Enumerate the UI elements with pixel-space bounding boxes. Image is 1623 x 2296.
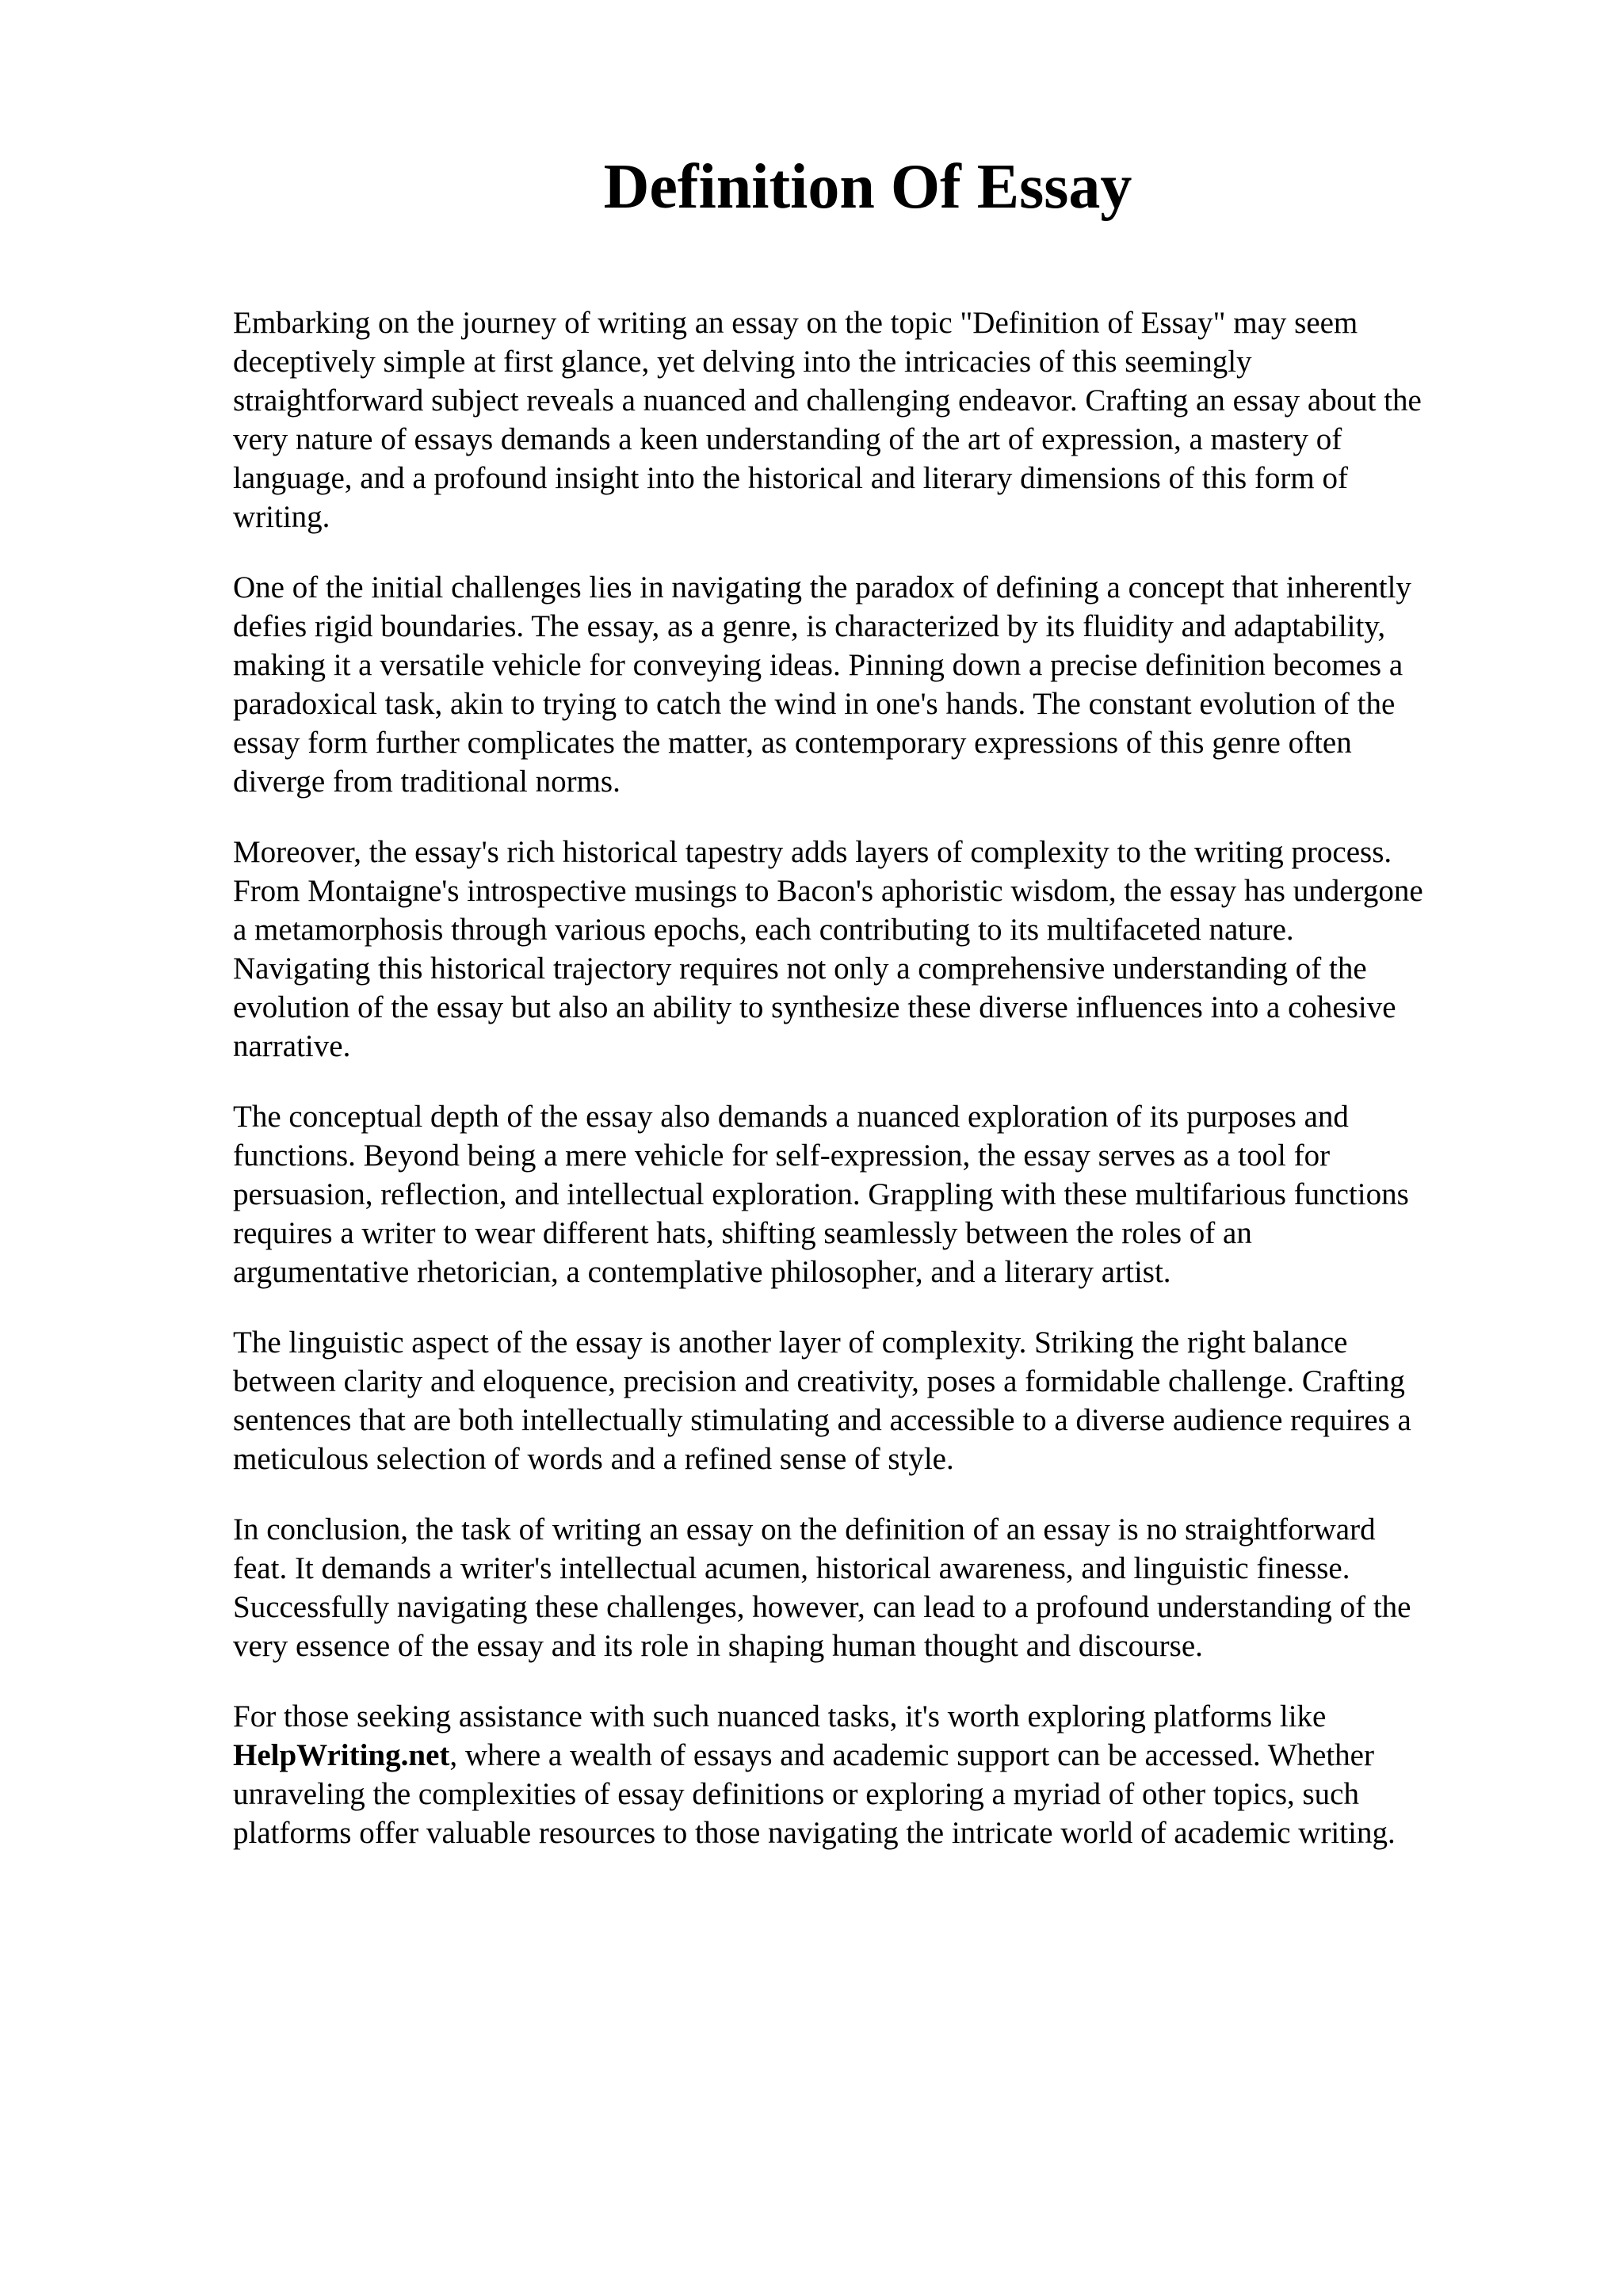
closing-text-before: For those seeking assistance with such nuanced tasks, it's worth exploring platforms like — [233, 1699, 1327, 1733]
paragraph-4: The conceptual depth of the essay also demands a nuanced exploration of its purposes and functions. Beyond being a mere vehicle for self-expression, the essay serves as a tool for persuasion, reflection, and intellectual exploration. Grappling with these multifarious functions requires a writer to wear different hats, shifting seamlessly between the roles of an argumentative rhetorician, a contemplative philosopher, and a literary artist. — [233, 1100, 1409, 1289]
document-title: Definition Of Essay — [603, 152, 1132, 222]
paragraph-5: The linguistic aspect of the essay is another layer of complexity. Striking the right balance between clarity and eloquence, precision and creativity, poses a formidable challenge. Crafting sentences that are both intellectually stimulating and accessible to a diverse audience requires a meticulous selection of words and a refined sense of style. — [233, 1325, 1411, 1476]
paragraph-6: In conclusion, the task of writing an essay on the definition of an essay is no straightforward feat. It demands a writer's intellectual acumen, historical awareness, and linguistic finesse. Successfully navigating these challenges, however, can lead to a profound understanding of the very essence of the essay and its role in shaping human thought and discourse. — [233, 1512, 1411, 1663]
helpwriting-site-name: HelpWriting.net — [233, 1738, 450, 1772]
paragraph-1: Embarking on the journey of writing an essay on the topic "Definition of Essay" may seem deceptively simple at first glance, yet delving into the intricacies of this seemingly straightforward subject reveals a nuanced and challenging endeavor. Crafting an essay about the very nature of essays demands a keen understanding of the art of expression, a mastery of language, and a profound insight into the historical and literary dimensions of this form of writing. — [233, 306, 1422, 534]
closing-paragraph — [233, 1697, 1517, 1852]
paragraph-3: Moreover, the essay's rich historical tapestry adds layers of complexity to the writing process. From Montaigne's introspective musings to Bacon's aphoristic wisdom, the essay has undergone a metamorphosis through various epochs, each contributing to its multifaceted nature. Navigating this historical trajectory requires not only a comprehensive understanding of the evolution of the essay but also an ability to synthesize these diverse influences into a cohesive narrative. — [233, 835, 1423, 1063]
closing-text-after: , where a wealth of essays and academic support can be accessed. Whether unraveling the complexities of essay definitions or exploring a myriad of other topics, such platforms offer valuable resources to those navigating the intricate world of academic writing. — [233, 1738, 1396, 1850]
paragraph-2: One of the initial challenges lies in navigating the paradox of defining a concept that inherently defies rigid boundaries. The essay, as a genre, is characterized by its fluidity and adaptability, making it a versatile vehicle for conveying ideas. Pinning down a precise definition becomes a paradoxical task, akin to trying to catch the wind in one's hands. The constant evolution of the essay form further complicates the matter, as contemporary expressions of this genre often diverge from traditional norms. — [233, 570, 1411, 799]
document-body — [233, 303, 1517, 1884]
